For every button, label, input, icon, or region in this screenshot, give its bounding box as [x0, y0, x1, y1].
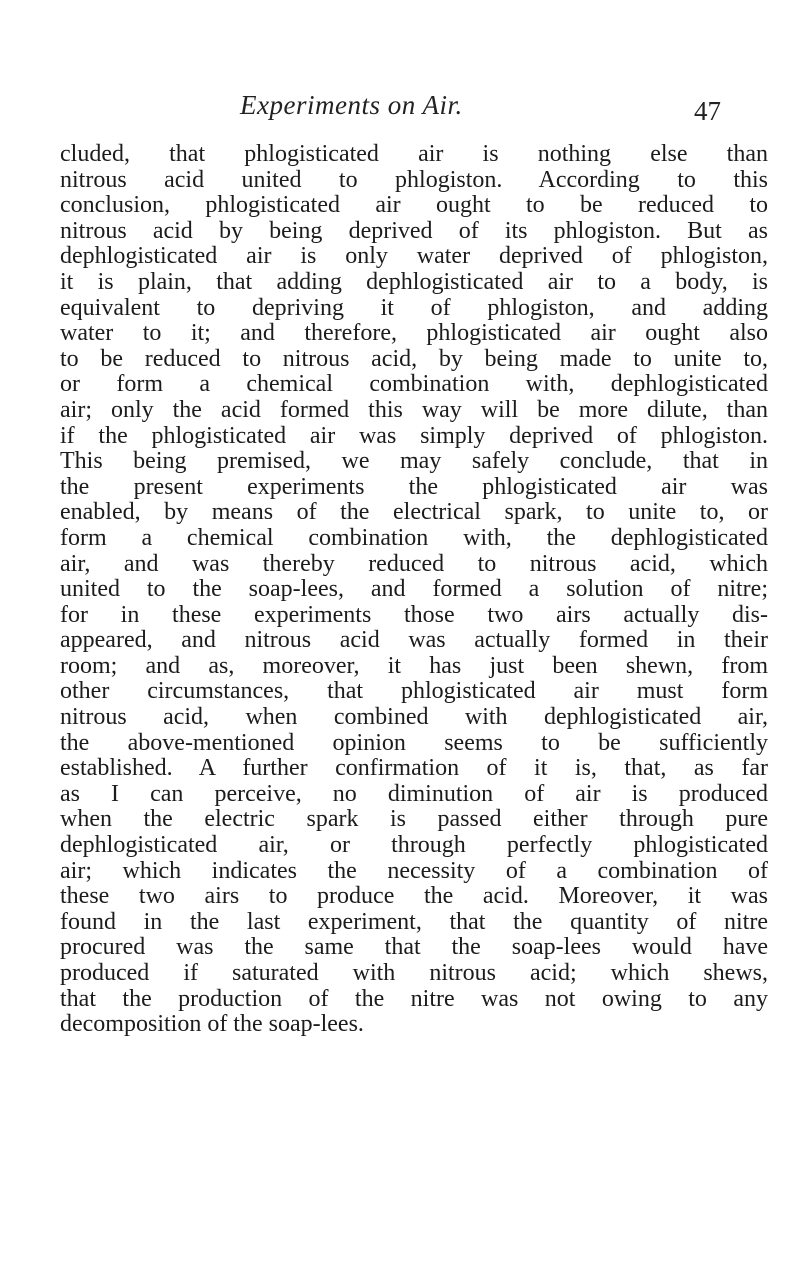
text-line: established. A further confirmation of it is, that, as far	[60, 755, 768, 782]
text-line: air; which indicates the necessity of a combination of	[60, 857, 768, 884]
text-line: as I can perceive, no diminution of air is produced	[60, 780, 768, 807]
text-line: procured was the same that the soap-lees would have	[60, 934, 768, 961]
text-line: air, and was thereby reduced to nitrous acid, which	[60, 550, 768, 577]
text-line: other circumstances, that phlogisticated air must form	[60, 678, 768, 705]
text-line: This being premised, we may safely conclude, that in	[60, 448, 768, 475]
text-line: dephlogisticated air is only water deprived of phlogiston,	[60, 243, 768, 270]
text-line: cluded, that phlogisticated air is nothing else than	[60, 141, 768, 167]
text-line: dephlogisticated air, or through perfectly phlogisticated	[60, 832, 768, 859]
body-text	[60, 142, 768, 1038]
text-line: the above-mentioned opinion seems to be sufficiently	[60, 729, 768, 756]
text-line: that the production of the nitre was not owing to any	[60, 985, 768, 1012]
text-line: equivalent to depriving it of phlogiston, and adding	[60, 294, 768, 321]
text-line: nitrous acid united to phlogiston. According to this	[60, 166, 768, 193]
text-line: nitrous acid, when combined with dephlogisticated air,	[60, 704, 768, 731]
running-title: Experiments on Air.	[240, 90, 463, 120]
text-line: nitrous acid by being deprived of its phlogiston. But as	[60, 217, 768, 244]
text-line: united to the soap-lees, and formed a solution of nitre;	[60, 576, 768, 603]
text-line: when the electric spark is passed either through pure	[60, 806, 768, 833]
text-line: enabled, by means of the electrical spark, to unite to, or	[60, 499, 768, 526]
text-line: form a chemical combination with, the dephlogisticated	[60, 524, 768, 551]
text-line: if the phlogisticated air was simply deprived of phlogiston.	[60, 422, 768, 449]
text-line: these two airs to produce the acid. Moreover, it was	[60, 883, 768, 910]
text-line: appeared, and nitrous acid was actually formed in their	[60, 627, 768, 654]
text-line: water to it; and therefore, phlogisticated air ought also	[60, 320, 768, 347]
text-line: room; and as, moreover, it has just been shewn, from	[60, 652, 768, 679]
text-line: for in these experiments those two airs actually dis-	[60, 601, 768, 628]
text-line: the present experiments the phlogisticated air was	[60, 473, 768, 500]
text-line: produced if saturated with nitrous acid; which shews,	[60, 960, 768, 986]
page-number: 47	[694, 96, 721, 126]
text-line: found in the last experiment, that the quantity of nitre	[60, 908, 768, 935]
text-line: or form a chemical combination with, dephlogisticated	[60, 371, 768, 398]
text-line: conclusion, phlogisticated air ought to be reduced to	[60, 192, 768, 219]
text-line: air; only the acid formed this way will be more dilute, than	[60, 396, 768, 423]
text-line: to be reduced to nitrous acid, by being made to unite to,	[60, 345, 768, 372]
text-line: it is plain, that adding dephlogisticated air to a body, is	[60, 268, 768, 295]
text-line-final: decomposition of the soap-lees.	[60, 1011, 364, 1038]
